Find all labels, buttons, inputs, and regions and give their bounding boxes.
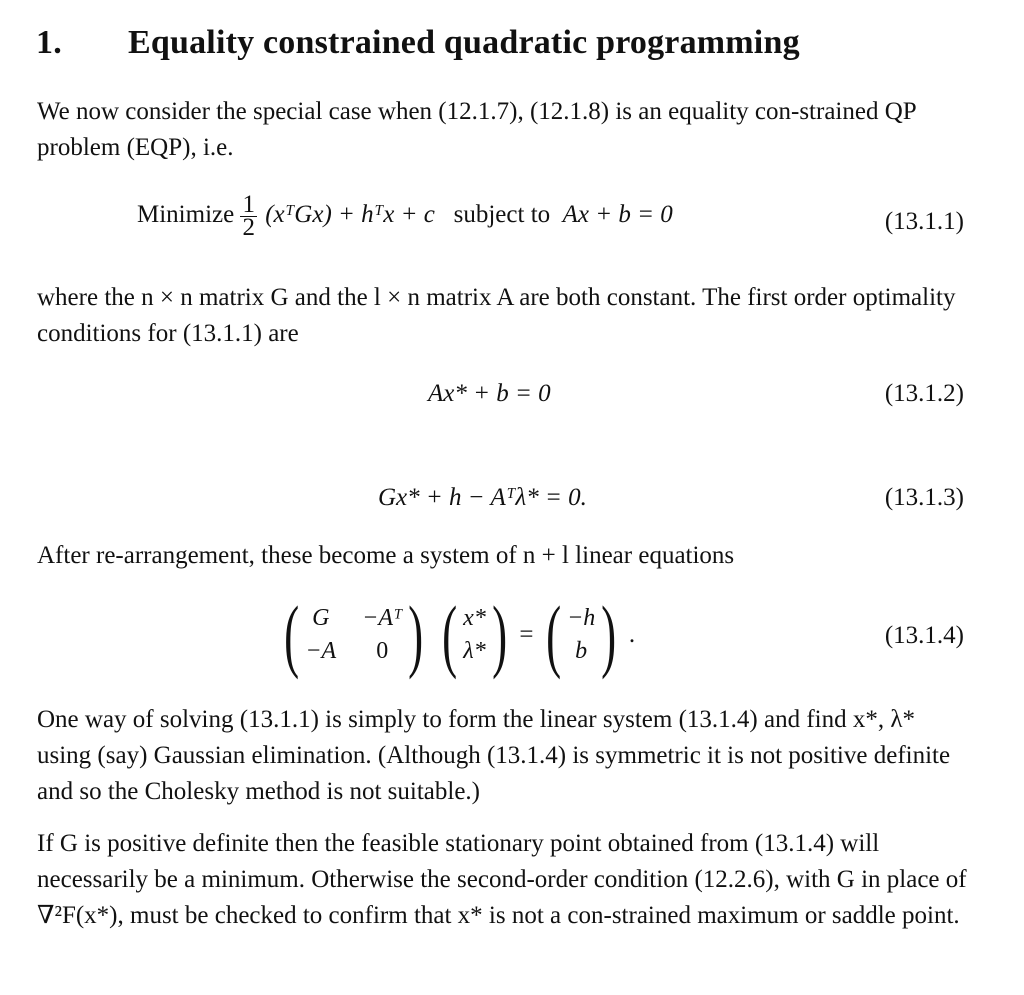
fraction-numerator: 1: [242, 191, 255, 218]
equation-body: Gx* + h − Aᵀλ* = 0.: [378, 484, 587, 511]
equals-sign: =: [519, 621, 534, 648]
equation-tag: (13.1.1): [884, 208, 964, 235]
minimize-label: Minimize: [137, 201, 235, 229]
paragraph-intro: We now consider the special case when (12.1.7), (12.1.8) is an equality con-strained QP problem (EQP), i.e.: [37, 98, 916, 161]
paragraph-rearrangement: After re-arrangement, these become a system of n + l linear equations: [37, 542, 735, 569]
vector-entry: −h: [567, 605, 596, 631]
half-fraction: [240, 191, 257, 241]
fraction-denominator: 2: [242, 214, 255, 241]
equation-tag: (13.1.3): [884, 484, 964, 511]
vector-entry: b: [575, 638, 588, 664]
rhs-vector: ( −h b ): [545, 589, 617, 680]
unknown-vector: ( x* λ* ): [442, 589, 507, 680]
matrix-entry: −A: [305, 638, 337, 664]
equation-13-1-3: [0, 484, 1024, 534]
block-matrix: ( G −Aᵀ −A 0 ): [284, 589, 424, 680]
equation-tag: (13.1.4): [884, 622, 964, 649]
paragraph-positive-definite: If G is positive definite then the feasible stationary point obtained from (13.1.4) will necessarily be a minimum. Otherwise the second-order condition (12.2.6), with G in place of ∇²F(x*), must be checked to confirm that x* is not a con-strained maximum or saddle point.: [37, 830, 967, 929]
equation-13-1-2: [0, 380, 1024, 430]
equation-tag: (13.1.2): [884, 380, 964, 407]
equation-period: .: [628, 621, 636, 648]
vector-entry: λ*: [463, 638, 486, 664]
constraint-expression: Ax + b = 0: [562, 201, 673, 229]
subject-to-label: subject to: [453, 201, 551, 229]
vector-entry: x*: [463, 605, 486, 631]
equation-body: Ax* + b = 0: [428, 380, 551, 407]
matrix-entry: 0: [376, 638, 389, 664]
section-heading: [36, 24, 800, 62]
section-title: Equality constrained quadratic programming: [128, 24, 800, 61]
matrix-entry: −Aᵀ: [362, 605, 403, 631]
paragraph-solving: One way of solving (13.1.1) is simply to form the linear system (13.1.4) and find x*, λ* using (say) Gaussian elimination. (Although (13.1.4) is symmetric it is not positive definite and so the Cholesky method is not suitable.): [37, 706, 951, 805]
equation-13-1-1: [0, 191, 1024, 244]
objective-expression: (xᵀGx) + hᵀx + c: [265, 201, 435, 229]
paragraph-conditions: where the n × n matrix G and the l × n matrix A are both constant. The first order optimality conditions for (13.1.1) are: [37, 284, 956, 347]
matrix-entry: G: [312, 605, 330, 631]
section-number: 1.: [36, 24, 62, 61]
equation-13-1-4: [0, 589, 1024, 684]
